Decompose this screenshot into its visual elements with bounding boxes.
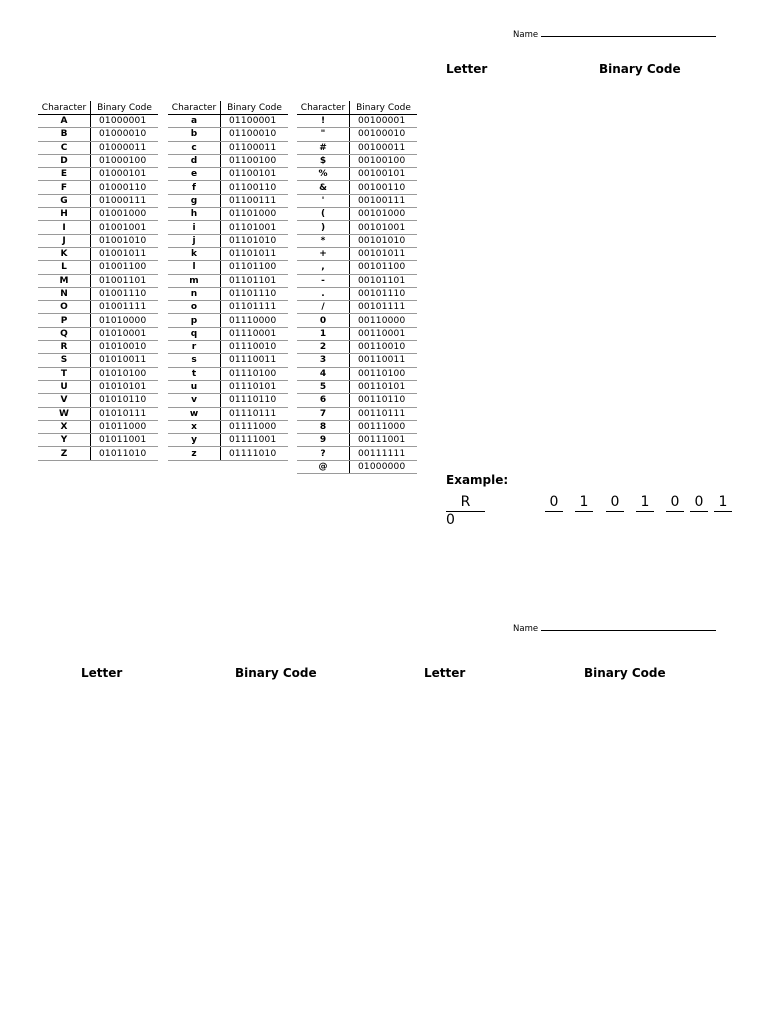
table-row [297,420,417,433]
binary-code-cell: 01100001 [221,115,289,128]
binary-code-cell: 00110001 [350,327,418,340]
example-bit: 0 [666,494,684,512]
table-row [168,154,288,167]
character-cell: q [168,327,221,340]
binary-code-cell: 01110010 [221,341,289,354]
table-row [168,221,288,234]
binary-code-cell: 01000010 [91,128,159,141]
table-row [168,407,288,420]
character-cell: R [38,341,91,354]
table-row [38,247,158,260]
binary-code-cell: 01010001 [91,327,159,340]
binary-code-cell: 00110010 [350,341,418,354]
example-letter: R [446,494,485,512]
table-row [297,141,417,154]
table-row [297,447,417,460]
character-cell: j [168,234,221,247]
example-bit: 0 [545,494,563,512]
table-header-row [38,101,158,115]
binary-code-cell: 01100011 [221,141,289,154]
binary-code-cell: 01001100 [91,261,159,274]
table-row [297,287,417,300]
table-row [168,234,288,247]
character-cell: 2 [297,341,350,354]
binary-code-cell: 00111001 [350,434,418,447]
table-row [168,274,288,287]
character-cell: r [168,341,221,354]
character-cell: 3 [297,354,350,367]
binary-code-cell: 01101010 [221,234,289,247]
character-cell: M [38,274,91,287]
character-cell: , [297,261,350,274]
binary-code-cell: 01101101 [221,274,289,287]
lowercase-code-table [168,101,288,461]
character-cell: 4 [297,367,350,380]
binary-code-cell: 01100101 [221,168,289,181]
table-row [297,181,417,194]
name-field-2[interactable] [513,622,716,634]
name-label-2: Name [513,624,539,634]
binary-code-cell: 01010000 [91,314,159,327]
character-cell: o [168,301,221,314]
table-row [168,447,288,460]
character-cell: Q [38,327,91,340]
table-row [297,407,417,420]
character-cell: e [168,168,221,181]
character-cell: % [297,168,350,181]
uppercase-code-table [38,101,158,461]
character-cell: O [38,301,91,314]
binary-code-cell: 01110111 [221,407,289,420]
binary-code-cell: 01001000 [91,208,159,221]
table-row [168,354,288,367]
character-cell: # [297,141,350,154]
character-cell: ? [297,447,350,460]
table-row [38,301,158,314]
table-row [38,434,158,447]
binary-code-cell: 01110101 [221,380,289,393]
table-row [297,341,417,354]
table-row [168,301,288,314]
example-bit: 1 [575,494,593,512]
table-row [297,115,417,128]
binary-code-column-header-left: Binary Code [235,666,317,680]
table-row [168,380,288,393]
table-row [168,314,288,327]
table-row [297,460,417,473]
table-row [38,234,158,247]
character-cell: y [168,434,221,447]
example-overflow-bit: 0 [446,513,455,524]
binary-code-cell: 00110111 [350,407,418,420]
table-row [168,327,288,340]
binary-code-cell: 01101100 [221,261,289,274]
character-cell: K [38,247,91,260]
name-field[interactable] [513,28,716,40]
table-row [297,380,417,393]
character-cell: n [168,287,221,300]
table-row [297,261,417,274]
character-cell: E [38,168,91,181]
binary-code-cell: 01000110 [91,181,159,194]
binary-code-cell: 00101110 [350,287,418,300]
character-cell: L [38,261,91,274]
character-header: Character [168,101,221,115]
binary-code-cell: 00110000 [350,314,418,327]
binary-code-cell: 00101000 [350,208,418,221]
character-cell: / [297,301,350,314]
binary-code-cell: 01110110 [221,394,289,407]
table-row [38,407,158,420]
binary-code-cell: 01111001 [221,434,289,447]
table-row [297,434,417,447]
character-cell: v [168,394,221,407]
table-header-row [168,101,288,115]
table-row [38,274,158,287]
name-blank-line[interactable] [541,28,716,37]
table-row [168,141,288,154]
character-cell: b [168,128,221,141]
character-cell: I [38,221,91,234]
binary-code-cell: 01010110 [91,394,159,407]
character-cell: N [38,287,91,300]
character-cell: 0 [297,314,350,327]
binary-code-cell: 01110001 [221,327,289,340]
character-cell: ) [297,221,350,234]
character-header: Character [38,101,91,115]
binary-code-cell: 01101110 [221,287,289,300]
binary-code-cell: 01111010 [221,447,289,460]
table-row [168,261,288,274]
table-row [168,341,288,354]
table-row [168,181,288,194]
binary-code-cell: 00111000 [350,420,418,433]
binary-code-cell: 01011000 [91,420,159,433]
table-row [38,115,158,128]
binary-code-cell: 01110000 [221,314,289,327]
table-row [168,367,288,380]
example-bit: 1 [714,494,732,512]
table-row [38,261,158,274]
table-row [38,168,158,181]
binary-code-cell: 01001011 [91,247,159,260]
character-cell: F [38,181,91,194]
binary-code-cell: 00101011 [350,247,418,260]
table-row [297,367,417,380]
binary-code-cell: 00100101 [350,168,418,181]
table-row [38,181,158,194]
character-cell: a [168,115,221,128]
character-cell: X [38,420,91,433]
binary-code-cell: 00101001 [350,221,418,234]
character-cell: h [168,208,221,221]
binary-code-cell: 00100010 [350,128,418,141]
binary-code-cell: 00101010 [350,234,418,247]
table-row [168,247,288,260]
binary-code-cell: 01101011 [221,247,289,260]
character-cell: 9 [297,434,350,447]
table-row [38,367,158,380]
table-row [168,287,288,300]
binary-code-cell: 01011001 [91,434,159,447]
binary-code-cell: 01101001 [221,221,289,234]
binary-code-cell: 00100111 [350,194,418,207]
binary-code-header: Binary Code [350,101,418,115]
character-cell: D [38,154,91,167]
letter-column-header-right: Letter [424,666,466,680]
character-header: Character [297,101,350,115]
binary-code-cell: 01100111 [221,194,289,207]
character-cell: d [168,154,221,167]
table-row [297,327,417,340]
character-cell: - [297,274,350,287]
table-row [38,287,158,300]
character-cell: w [168,407,221,420]
character-cell: C [38,141,91,154]
table-row [168,434,288,447]
binary-code-cell: 01001111 [91,301,159,314]
character-cell: g [168,194,221,207]
character-cell: 6 [297,394,350,407]
table-row [297,301,417,314]
character-cell: s [168,354,221,367]
character-cell: m [168,274,221,287]
binary-code-cell: 00100011 [350,141,418,154]
binary-code-cell: 01010100 [91,367,159,380]
character-cell: J [38,234,91,247]
character-cell: x [168,420,221,433]
binary-code-cell: 01000101 [91,168,159,181]
character-cell: Y [38,434,91,447]
binary-code-cell: 00110011 [350,354,418,367]
letter-column-header-left: Letter [81,666,123,680]
letter-column-header: Letter [446,62,488,76]
table-row [297,128,417,141]
binary-code-cell: 01010010 [91,341,159,354]
symbol-code-table [297,101,417,474]
character-cell: ! [297,115,350,128]
character-cell: 7 [297,407,350,420]
character-cell: ( [297,208,350,221]
binary-code-header: Binary Code [221,101,289,115]
binary-code-cell: 01000011 [91,141,159,154]
example-bit: 1 [636,494,654,512]
binary-code-cell: 00101100 [350,261,418,274]
binary-code-column-header-right: Binary Code [584,666,666,680]
table-row [168,128,288,141]
character-cell: . [297,287,350,300]
table-row [38,194,158,207]
character-cell: + [297,247,350,260]
binary-code-cell: 00110100 [350,367,418,380]
character-cell: @ [297,460,350,473]
binary-code-cell: 01110100 [221,367,289,380]
character-cell: 8 [297,420,350,433]
character-cell: " [297,128,350,141]
table-row [38,128,158,141]
character-cell: i [168,221,221,234]
character-cell: l [168,261,221,274]
table-header-row [297,101,417,115]
character-cell: * [297,234,350,247]
binary-code-cell: 00100001 [350,115,418,128]
binary-code-cell: 01111000 [221,420,289,433]
character-cell: T [38,367,91,380]
table-row [38,354,158,367]
binary-code-cell: 01000111 [91,194,159,207]
binary-code-cell: 01000100 [91,154,159,167]
character-cell: f [168,181,221,194]
binary-code-cell: 01010111 [91,407,159,420]
name-blank-line-2[interactable] [541,622,716,631]
table-row [297,234,417,247]
binary-code-cell: 01100010 [221,128,289,141]
character-cell: c [168,141,221,154]
binary-code-cell: 01000000 [350,460,418,473]
character-cell: 5 [297,380,350,393]
table-row [297,247,417,260]
binary-code-cell: 01101000 [221,208,289,221]
name-label: Name [513,30,539,40]
character-cell: P [38,314,91,327]
table-row [297,394,417,407]
table-row [168,115,288,128]
binary-code-cell: 01110011 [221,354,289,367]
binary-code-cell: 00100100 [350,154,418,167]
table-row [38,327,158,340]
character-cell: H [38,208,91,221]
character-cell: k [168,247,221,260]
table-row [38,208,158,221]
table-row [168,208,288,221]
table-row [38,221,158,234]
table-row [168,394,288,407]
character-cell: p [168,314,221,327]
table-row [297,154,417,167]
binary-code-cell: 01011010 [91,447,159,460]
binary-code-cell: 01100110 [221,181,289,194]
character-cell: $ [297,154,350,167]
example-label: Example: [446,473,509,487]
character-cell: B [38,128,91,141]
table-row [168,168,288,181]
character-cell: G [38,194,91,207]
character-cell: V [38,394,91,407]
table-row [38,447,158,460]
character-cell: u [168,380,221,393]
table-row [168,420,288,433]
binary-code-column-header: Binary Code [599,62,681,76]
character-cell: Z [38,447,91,460]
binary-code-cell: 00100110 [350,181,418,194]
table-row [38,394,158,407]
character-cell: S [38,354,91,367]
table-row [38,154,158,167]
binary-code-cell: 01001010 [91,234,159,247]
table-row [297,221,417,234]
table-row [297,314,417,327]
character-cell: ' [297,194,350,207]
binary-code-cell: 00111111 [350,447,418,460]
table-row [297,208,417,221]
binary-code-cell: 00110101 [350,380,418,393]
binary-code-cell: 01001110 [91,287,159,300]
table-row [38,420,158,433]
binary-code-cell: 00101101 [350,274,418,287]
binary-code-cell: 01001101 [91,274,159,287]
table-row [297,354,417,367]
binary-code-cell: 01000001 [91,115,159,128]
table-row [38,314,158,327]
binary-code-cell: 01010011 [91,354,159,367]
character-cell: U [38,380,91,393]
binary-code-cell: 00110110 [350,394,418,407]
character-cell: & [297,181,350,194]
table-row [168,194,288,207]
binary-code-header: Binary Code [91,101,159,115]
table-row [38,341,158,354]
character-cell: A [38,115,91,128]
character-cell: t [168,367,221,380]
binary-code-cell: 01100100 [221,154,289,167]
binary-code-cell: 01001001 [91,221,159,234]
character-cell: z [168,447,221,460]
character-cell: W [38,407,91,420]
table-row [297,274,417,287]
example-bit: 0 [690,494,708,512]
binary-code-cell: 00101111 [350,301,418,314]
table-row [297,194,417,207]
table-row [297,168,417,181]
table-row [38,141,158,154]
binary-code-cell: 01010101 [91,380,159,393]
example-bit: 0 [606,494,624,512]
binary-code-cell: 01101111 [221,301,289,314]
character-cell: 1 [297,327,350,340]
table-row [38,380,158,393]
